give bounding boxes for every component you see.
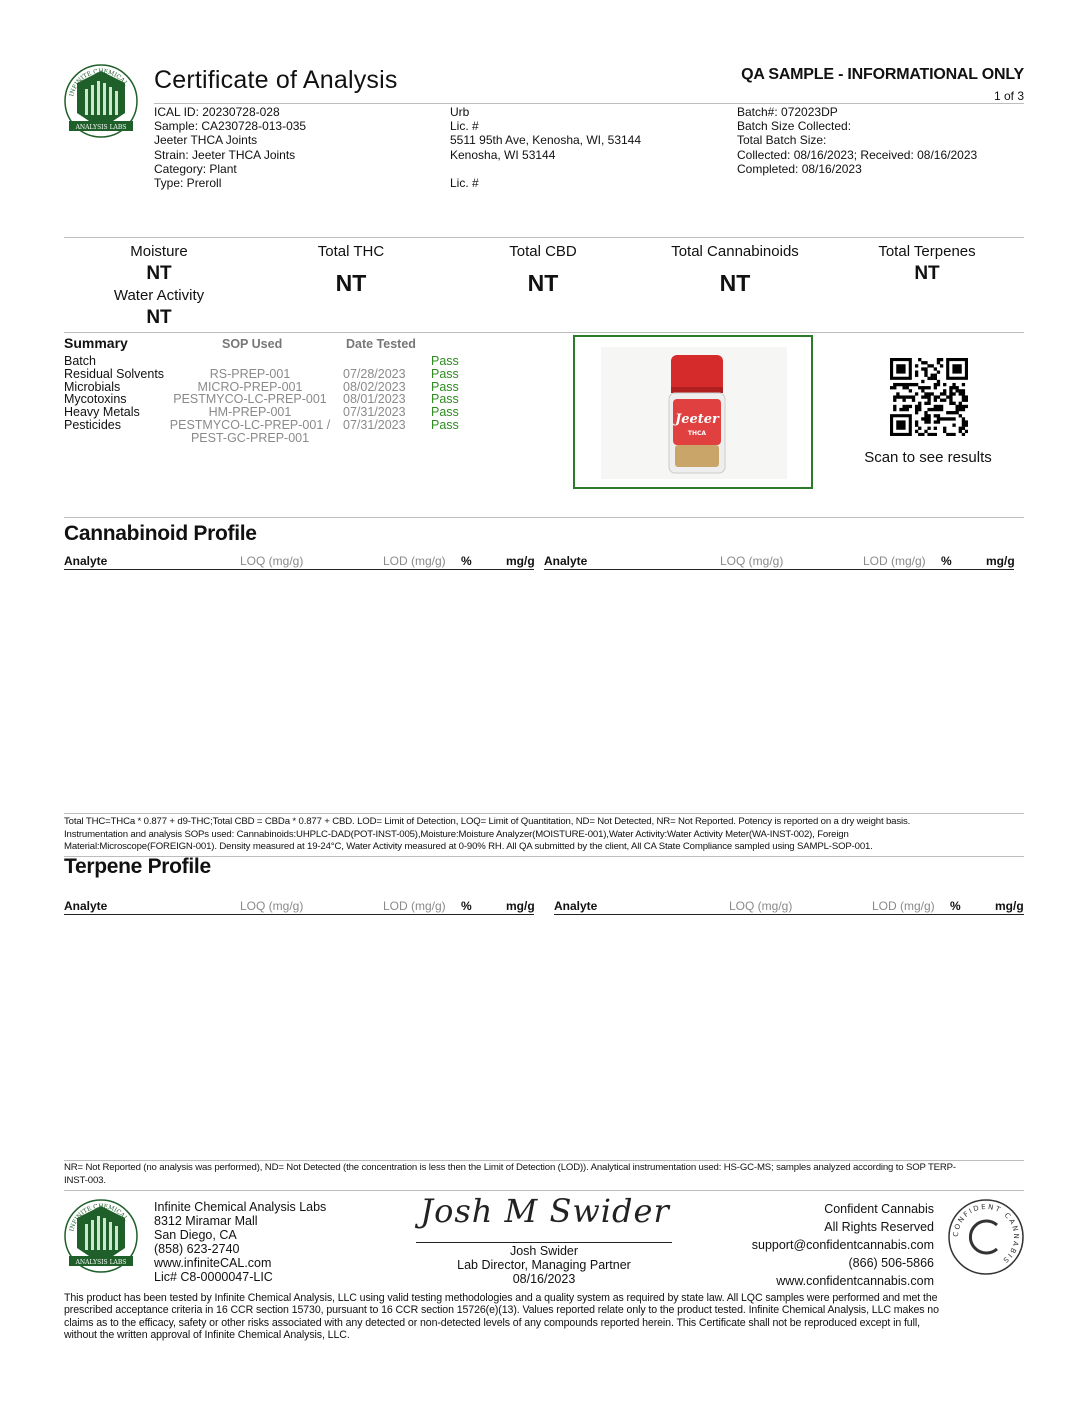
seal-text: CONFIDENT CANNABIS [951,1202,1021,1266]
summary-row-date: 08/01/2023 [343,392,406,407]
confident-name: Confident Cannabis [824,1202,934,1216]
cannabinoid-notes [64,816,1024,854]
confident-website[interactable]: www.confidentcannabis.com [776,1274,934,1288]
terpene-col-analyte-2: Analyte [554,899,598,913]
summary-row-name: Mycotoxins [64,392,127,407]
summary-row-sop: HM-PREP-001 [208,405,292,420]
jar-label-text: THCA [687,430,707,437]
completed-date: Completed: 08/16/2023 [737,161,862,176]
page-number: 1 of 3 [993,89,1024,103]
batch-number: Batch#: 072023DP [737,105,838,119]
summary-row-sop: RS-PREP-001 [209,366,291,381]
cannabinoid-col-pct-2: % [941,554,952,568]
summary-row-result: Pass [431,405,459,420]
summary-row-date [343,355,406,368]
cannabinoid-col-lod-2: LOD (mg/g) [863,554,926,568]
lab-logo-icon [63,63,139,139]
cannabinoid-header-line-left [64,569,534,570]
lab-contact [154,1200,326,1284]
terpene-col-lod-2: LOD (mg/g) [872,899,935,913]
summary-dates [343,355,406,432]
ical-id: ICAL ID: 20230728-028 [154,105,280,119]
summary-row-name: Residual Solvents [64,366,165,381]
disclaimer-line-1: This product has been tested by Infinite Chemical Analysis, LLC using valid testing methodologies and a quality system as required by state law. All LQC samples were performed and met the [64,1292,938,1304]
summary-row-result: Pass [431,354,459,368]
signer-name: Josh Swider [509,1244,579,1258]
lab-street: 8312 Miramar Mall [154,1214,258,1228]
terpene-col-loq: LOQ (mg/g) [240,899,304,913]
summary-row-date: 07/28/2023 [343,366,406,381]
summary-title: Summary [64,335,128,351]
terpene-note-divider [64,1160,1024,1161]
summary-row-name: Heavy Metals [64,405,140,420]
total-cannabinoids-label: Total Cannabinoids [671,243,799,260]
cannabinoid-col-loq: LOQ (mg/g) [240,554,304,568]
sample-id: Sample: CA230728-013-035 [154,119,307,134]
cannabinoid-col-analyte-2: Analyte [544,554,588,568]
summary-row-sop: PESTMYCO-LC-PREP-001 [173,392,327,407]
water-activity-label: Water Activity [113,287,205,304]
footer-logo-top-text: INFINITE CHEMICAL [68,1202,129,1233]
terpene-header-line-left [64,914,534,915]
batch-info [737,105,977,176]
qr-caption: Scan to see results [864,449,992,466]
signature-line [416,1242,672,1243]
product-jar-icon [667,353,727,477]
terpene-col-mgg: mg/g [506,899,535,913]
moisture-label: Moisture [130,243,188,260]
total-cbd-value: NT [527,270,559,296]
terpene-col-pct: % [461,899,472,913]
moisture-value: NT [146,263,172,284]
cannabinoid-header-line-right [544,569,1014,570]
summary-row-name: Pesticides [64,417,121,432]
terpene-title: Terpene Profile [64,855,211,878]
metrics-top-divider [64,237,1024,238]
client-lic2: Lic. # [450,175,479,190]
cannabinoid-col-analyte: Analyte [64,554,108,568]
summary-row-name: Batch [64,354,96,368]
confident-contact [752,1200,934,1290]
date-header: Date Tested [346,337,416,351]
total-cannabinoids-metric [640,243,830,297]
total-thc-metric [256,243,446,297]
type: Type: Preroll [154,176,222,191]
category: Category: Plant [154,161,237,176]
signer-date: 08/16/2023 [512,1272,576,1286]
collected-date: Collected: 08/16/2023; Received: 08/16/2023 [737,147,978,162]
header-divider [154,103,1024,104]
page-title: Certificate of Analysis [154,66,398,94]
total-terpenes-metric [832,243,1022,285]
footer-logo-bottom-text: ANALYSIS LABS [75,1259,127,1266]
cannabinoid-note-3: Material:Microscope(FOREIGN-001). Density measured at 19-24°C, Water Activity measured at 0-90% RH. All QA submitted by the client, All CA State Compliance sampled using SAMPL-SOP-001. [64,841,873,852]
logo-bottom-text: ANALYSIS LABS [75,124,127,131]
lab-city: San Diego, CA [154,1228,237,1242]
cannabinoid-note-1: Total THC=THCa * 0.877 + d9-THC;Total CBD = CBDa * 0.877 + CBD. LOD= Limit of Detection, LOQ= Limit of Quantitation, ND= Not Detected, NR= Not Reported. Potency is reported on a dry weight basis. [64,816,911,827]
moisture-metric [64,243,254,329]
cannabinoid-note-divider [64,813,1024,814]
terpene-col-analyte: Analyte [64,899,108,913]
batch-size-collected: Batch Size Collected: [737,119,852,134]
summary-row-result: Pass [431,392,459,407]
client-info [450,105,641,190]
summary-results [431,355,459,432]
summary-sops [160,355,340,445]
lab-license: Lic# C8-0000047-LIC [154,1270,273,1284]
footer-divider [64,1190,1024,1191]
cannabinoid-col-mgg: mg/g [506,554,535,568]
client-lic: Lic. # [450,119,479,134]
summary-row-sop: MICRO-PREP-001 [197,379,303,394]
summary-sop-extra: PEST-GC-PREP-001 [190,430,310,445]
total-terpenes-label: Total Terpenes [878,243,976,260]
summary-row-result: Pass [431,366,459,381]
total-thc-label: Total THC [317,243,385,260]
cannabinoid-col-loq-2: LOQ (mg/g) [720,554,784,568]
summary-row-result: Pass [431,417,459,432]
water-activity-value: NT [146,307,172,328]
cannabinoid-col-mgg-2: mg/g [986,554,1015,568]
disclaimer-line-3: claims as to the efficacy, safety or other risks associated with any detected or non-detected levels of any compounds reported herein. This Certificate shall not be reproduced except in full, [64,1316,920,1329]
confident-seal-icon [947,1198,1025,1276]
signer-block [416,1244,672,1286]
terpene-col-loq-2: LOQ (mg/g) [729,899,793,913]
total-terpenes-value: NT [914,263,940,284]
cannabinoid-col-pct: % [461,554,472,568]
summary-row-sop [160,355,340,368]
sample-info [154,105,306,190]
signer-role: Lab Director, Managing Partner [457,1258,631,1272]
summary-names [64,355,164,432]
disclaimer-line-2: prescribed acceptance criteria in 16 CCR section 15730, pursuant to 16 CCR section 15726(e)(13). Values reported relate only to the product tested. Infinite Chemical Analysis, LLC makes no [64,1304,939,1317]
lab-name: Infinite Chemical Analysis Labs [154,1200,327,1214]
sample-name: Jeeter THCA Joints [154,133,258,148]
disclaimer [64,1292,1024,1341]
jar-brand-text: Jeeter [675,412,719,427]
total-cannabinoids-value: NT [719,270,751,296]
footer-lab-logo-icon [63,1198,139,1274]
disclaimer-line-4: without the written approval of Infinite Chemical Analysis, LLC. [64,1328,350,1341]
total-thc-value: NT [335,270,367,296]
logo-top-text: INFINITE CHEMICAL [68,67,129,98]
confident-rights: All Rights Reserved [824,1220,934,1234]
summary-row-date: 07/31/2023 [343,405,406,420]
client-address1: 5511 95th Ave, Kenosha, WI, 53144 [450,133,642,148]
confident-email[interactable]: support@confidentcannabis.com [751,1238,934,1252]
client-address2: Kenosha, WI 53144 [450,147,556,162]
lab-website[interactable]: www.infiniteCAL.com [154,1256,272,1270]
terpene-notes [64,1162,1024,1187]
terpene-col-pct-2: % [950,899,961,913]
lab-phone: (858) 623-2740 [154,1242,240,1256]
cannabinoid-note-2: Instrumentation and analysis SOPs used: Cannabinoids:UHPLC-DAD(POT-INST-005),Moisture:Moisture Analyzer(MOISTURE-001),Water Activity:Water Activity Meter(WA-INST-002), Foreign [64,828,849,840]
terpene-note-2: INST-003. [64,1174,106,1186]
terpene-col-mgg-2: mg/g [995,899,1024,913]
terpene-header-line-right [554,914,1024,915]
client-name: Urb [450,105,470,119]
summary-row-date: 07/31/2023 [343,417,406,432]
metrics-bottom-divider [64,332,1024,333]
qa-banner: QA SAMPLE - INFORMATIONAL ONLY [741,66,1024,83]
signature-image: Josh M Swider [420,1192,670,1230]
summary-row-name: Microbials [64,379,121,394]
cannabinoid-title: Cannabinoid Profile [64,522,257,545]
qr-code-icon[interactable] [890,358,968,436]
cannabinoid-col-lod: LOD (mg/g) [383,554,446,568]
summary-row-date: 08/02/2023 [343,379,406,394]
total-cbd-metric [448,243,638,297]
total-cbd-label: Total CBD [509,243,577,260]
confident-phone: (866) 506-5866 [848,1256,934,1270]
product-image [573,335,813,489]
summary-row-sop: PESTMYCO-LC-PREP-001 / [169,417,331,432]
sop-header: SOP Used [222,337,283,351]
total-batch-size: Total Batch Size: [737,133,827,148]
summary-bottom-divider [64,517,1024,518]
summary-row-result: Pass [431,379,459,394]
terpene-note-1: NR= Not Reported (no analysis was performed), ND= Not Detected (the concentration is less then the Limit of Detection (LOD)). Analytical instrumentation used: HS-GC-MS; samples analyzed according to SOP TERP- [64,1162,956,1173]
terpene-col-lod: LOD (mg/g) [383,899,446,913]
strain: Strain: Jeeter THCA Joints [154,147,296,162]
